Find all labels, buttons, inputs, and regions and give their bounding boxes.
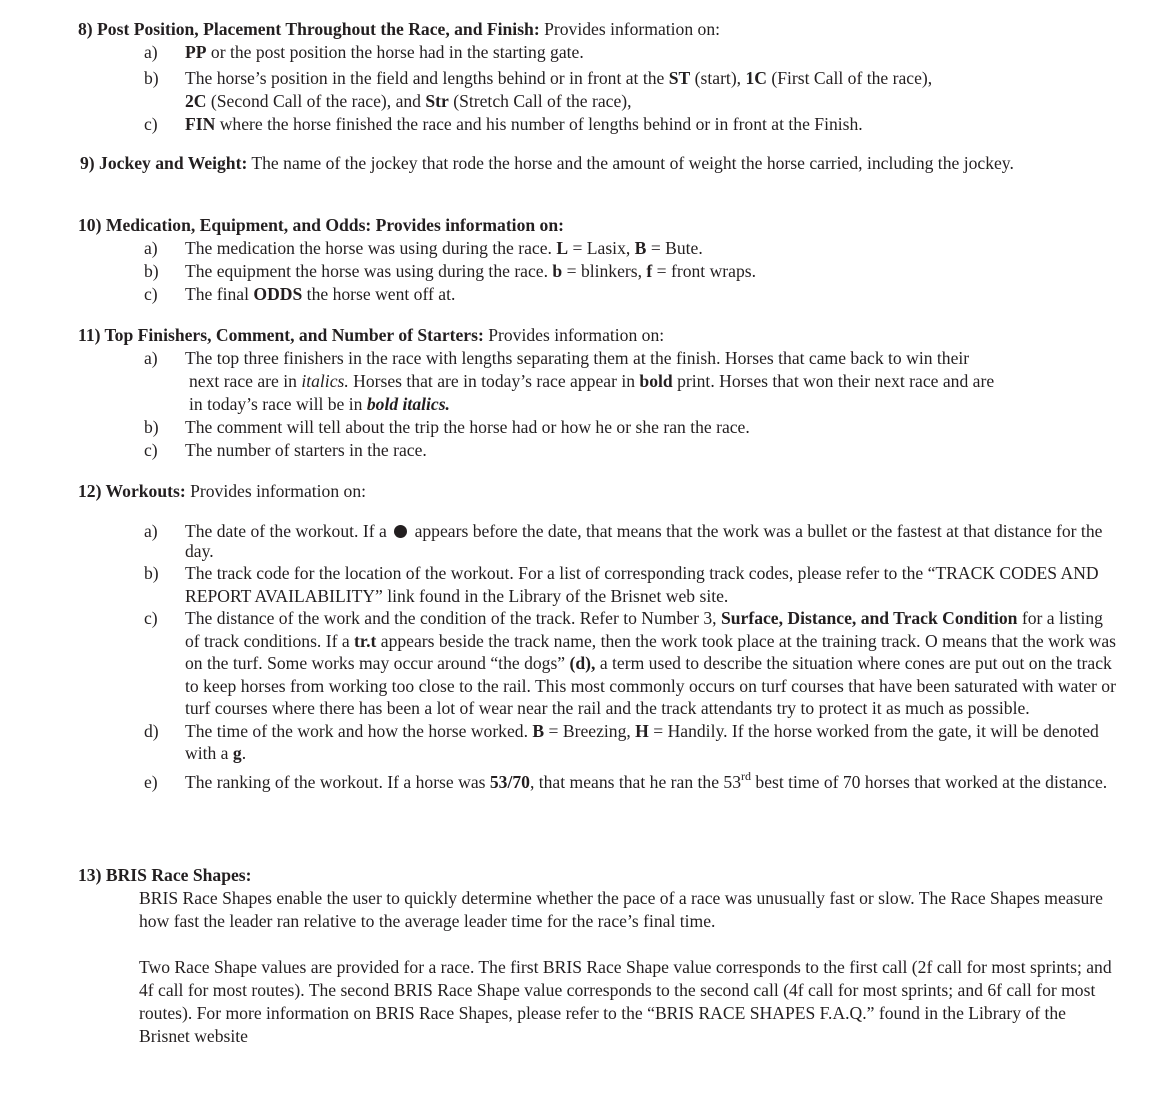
term-b: B (634, 238, 647, 258)
section-13 (78, 864, 1118, 1048)
item-text: The distance of the work and the condition of the track. Refer to Number 3, (185, 608, 721, 628)
section-8-title: 8) Post Position, Placement Throughout the Race, and Finish: (78, 19, 540, 39)
section-12-item-a (78, 521, 1118, 561)
item-text: (First Call of the race), (767, 68, 933, 88)
item-line (185, 90, 1118, 113)
item-text: The medication the horse was using during the race. (185, 238, 557, 258)
term-pp: PP (185, 42, 207, 62)
section-8-heading (78, 18, 1118, 41)
item-text: , that means that he ran the 53 (529, 771, 742, 792)
item-text: = Bute. (646, 238, 703, 258)
section-12 (78, 480, 1118, 503)
item-text: (Stretch Call of the race), (448, 91, 632, 111)
section-11-item-c (78, 439, 1118, 462)
section-8-item-c (78, 113, 1118, 136)
item-text: Horses that are in today’s race appear in (348, 371, 640, 391)
item-text: best time of 70 horses that worked at the distance. (751, 771, 1108, 792)
section-11-heading (78, 324, 1118, 347)
item-label: d) (144, 720, 159, 741)
item-text: or the post position the horse had in the starting gate. (206, 42, 584, 62)
item-text: The track code for the location of the workout. For a list of corresponding track codes, please refer to the “TRACK CODES AND REPORT AVAILABILITY” link found in the Library of the Brisnet web site. (185, 563, 1099, 606)
term-ranking: 53/70 (489, 771, 530, 792)
section-8-item-b (78, 67, 1118, 113)
item-text: . (241, 743, 247, 763)
section-10-title: 10) Medication, Equipment, and Odds: Provides information on: (78, 215, 564, 235)
item-text: The horse’s position in the field and lengths behind or in front at the (185, 68, 669, 88)
item-label: c) (144, 284, 158, 304)
item-label: a) (144, 238, 158, 258)
term-dogs: (d), (569, 653, 596, 673)
term-trt: tr.t (354, 630, 377, 651)
bullet-icon (394, 525, 407, 538)
item-label: b) (144, 68, 159, 88)
item-text: a term used to describe the situation where cones are put out on the track to keep horses from working too close to the rail. This most commonly occurs on turf courses that have been saturated with water or turf courses where there has been a lot of wear near the rail and the track attendants try to protect it as much as possible. (185, 653, 1116, 718)
section-9 (78, 152, 1118, 175)
item-label: b) (144, 563, 159, 583)
item-text: The comment will tell about the trip the horse had or how he or she ran the race. (185, 417, 750, 437)
item-text: = front wraps. (652, 261, 757, 281)
item-label: c) (144, 440, 158, 460)
item-text: appears before the date, that means that the work was a bullet or the fastest at that distance for the day. (185, 521, 1103, 561)
item-text: next race are in (189, 371, 302, 391)
term-front-wraps: f (646, 261, 653, 281)
item-label: b) (144, 261, 159, 281)
section-10-item-a (78, 237, 1118, 260)
term-gate: g (232, 743, 242, 763)
section-8 (78, 18, 1118, 136)
item-text: = blinkers, (562, 261, 647, 281)
term-bold-italics: bold italics. (366, 394, 450, 414)
item-text: The time of the work and how the horse worked. (185, 720, 533, 741)
item-text: the horse went off at. (302, 284, 456, 304)
item-text: The top three finishers in the race with lengths separating them at the finish. Horses that came back to win their (185, 348, 970, 368)
section-13-paragraph-2: Two Race Shape values are provided for a race. The first BRIS Race Shape value corresponds to the first call (2f call for most sprints; and 4f call for most routes). The second BRIS Race Shape value corresponds to the second call (4f call for most sprints; and 6f call for most routes). For more information on BRIS Race Shapes, please refer to the “BRIS RACE SHAPES F.A.Q.” found in the Library of the Brisnet website (139, 957, 1112, 1046)
section-9-title: 9) Jockey and Weight: (80, 153, 248, 173)
section-11-item-a (78, 347, 1118, 416)
section-8-item-a (78, 41, 1118, 64)
item-text: appears beside the track name, then the work took place at the training track. O means that the work was on the turf. Some works may occur around “the dogs” (185, 630, 1117, 673)
ordinal-suffix: rd (741, 768, 752, 783)
section-11-intro: Provides information on: (483, 325, 665, 345)
item-label: c) (144, 608, 158, 628)
item-label: c) (144, 114, 158, 134)
item-label: a) (144, 521, 158, 541)
item-text: = Lasix, (568, 238, 635, 258)
item-line (185, 393, 1118, 416)
section-12-items (78, 521, 1118, 793)
item-label: e) (144, 771, 158, 792)
term-str: Str (425, 91, 449, 111)
item-text: = Handily. If the horse worked from the gate, it will be denoted with a (185, 720, 1099, 763)
item-line (185, 370, 1118, 393)
section-9-text: The name of the jockey that rode the horse and the amount of weight the horse carried, including the jockey. (247, 153, 1014, 173)
item-label: b) (144, 417, 159, 437)
section-12-item-c (78, 607, 1118, 720)
section-12-item-d (78, 720, 1118, 765)
term-breezing: B (532, 720, 545, 741)
section-13-paragraph-1: BRIS Race Shapes enable the user to quickly determine whether the pace of a race was unusually fast or slow. The Race Shapes measure how fast the leader ran relative to the average leader time for the race’s final time. (139, 888, 1103, 931)
item-text: The number of starters in the race. (185, 440, 427, 460)
term-italics: italics. (301, 371, 349, 391)
item-text: where the horse finished the race and his number of lengths behind or in front at the Finish. (215, 114, 863, 134)
section-12-item-b (78, 562, 1118, 607)
term-handily: H (635, 720, 649, 741)
term-bold: bold (639, 371, 673, 391)
section-11-item-b (78, 416, 1118, 439)
section-10 (78, 214, 1118, 306)
item-text: (start), (690, 68, 746, 88)
section-13-title: 13) BRIS Race Shapes: (78, 865, 252, 885)
section-12-intro: Provides information on: (185, 481, 367, 501)
term-st: ST (668, 68, 691, 88)
item-text: The date of the workout. If a (185, 521, 387, 541)
item-label: a) (144, 42, 158, 62)
section-10-heading (78, 214, 1118, 237)
item-text: The ranking of the workout. If a horse was (185, 771, 490, 792)
term-blinkers: b (552, 261, 563, 281)
term-l: L (556, 238, 569, 258)
section-8-intro: Provides information on: (539, 19, 721, 39)
item-text: print. Horses that won their next race and are (672, 371, 995, 391)
item-line (185, 67, 1118, 90)
section-11-title: 11) Top Finishers, Comment, and Number of Starters: (78, 325, 484, 345)
term-1c: 1C (745, 68, 767, 88)
item-label: a) (144, 348, 158, 368)
section-9-heading (78, 152, 1118, 175)
section-12-heading (78, 480, 1118, 503)
section-10-item-b (78, 260, 1118, 283)
item-text: The final (185, 284, 254, 304)
term-odds: ODDS (253, 284, 303, 304)
term-2c: 2C (185, 91, 207, 111)
item-text: in today’s race will be in (189, 394, 367, 414)
term-fin: FIN (185, 114, 216, 134)
item-text: The equipment the horse was using during the race. (185, 261, 553, 281)
section-10-item-c (78, 283, 1118, 306)
item-text: for a listing of track conditions. If a (185, 608, 1103, 651)
item-text: (Second Call of the race), and (206, 91, 426, 111)
item-line (185, 347, 1118, 370)
item-text: = Breezing, (544, 720, 636, 741)
section-12-item-e (78, 768, 1118, 794)
term-surface-distance-track-condition: Surface, Distance, and Track Condition (720, 608, 1018, 628)
section-12-title: 12) Workouts: (78, 481, 186, 501)
section-11 (78, 324, 1118, 462)
section-13-heading (78, 864, 1118, 887)
